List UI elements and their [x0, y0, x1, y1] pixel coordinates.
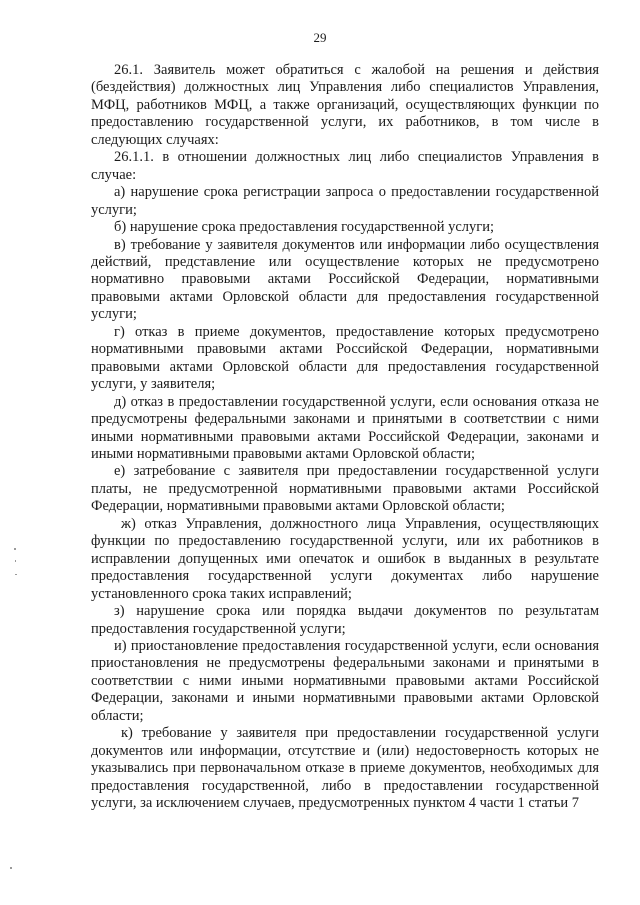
list-item-g: г) отказ в приеме документов, предоставление которых предусмотрено нормативными правовыми актами Российской Федерации, нормативными правовыми актами Орловской области для предоставления государственной услуги, у заявителя;: [91, 323, 599, 393]
list-item-a: а) нарушение срока регистрации запроса о предоставлении государственной услуги;: [91, 184, 599, 218]
document-body: [91, 62, 599, 812]
list-item-i: и) приостановление предоставления государственной услуги, если основания приостановления не предусмотрены федеральными законами и принятыми в соответствии с ними иными нормативными правовыми актами Российской Федерации, законами и иными нормативными правовыми актами Орловской области;: [91, 637, 599, 724]
scan-speck: [14, 548, 16, 550]
list-item-d: д) отказ в предоставлении государственной услуги, если основания отказа не предусмотрены федеральными законами и принятыми в соответствии с ними иными нормативными правовыми актами Российской Федерации, законами и иными нормативными правовыми актами Орловской области;: [91, 393, 599, 462]
scan-speck: [15, 560, 16, 562]
scan-speck: [10, 867, 12, 869]
list-item-zh: ж) отказ Управления, должностного лица Управления, осуществляющих функции по предоставлению государственной услуги, или их работников в исправлении допущенных ими опечаток и ошибок в выданных в результате предоставления государственной услуги документах либо нарушение установленного срока таких исправлений;: [91, 515, 599, 602]
paragraph-26-1: 26.1. Заявитель может обратиться с жалобой на решения и действия (бездействия) должностных лиц Управления либо специалистов Управления, МФЦ, работников МФЦ, а также организаций, осуществляющих функции по предоставлению государственной услуги, их работников, в том числе в следующих случаях:: [91, 62, 599, 148]
list-item-z: з) нарушение срока или порядка выдачи документов по результатам предоставления государственной услуги;: [91, 603, 599, 637]
list-item-k: к) требование у заявителя при предоставлении государственной услуги документов или информации, отсутствие и (или) недостоверность которых не указывались при первоначальном отказе в приеме документов, необходимых для предоставления государственной, либо в предоставлении государственной услуги, за исключением случаев, предусмотренных пунктом 4 части 1 статьи 7: [91, 725, 599, 812]
page-number: 29: [313, 30, 327, 45]
paragraph-26-1-1: 26.1.1. в отношении должностных лиц либо специалистов Управления в случае:: [91, 149, 599, 183]
list-item-e: е) затребование с заявителя при предоставлении государственной услуги платы, не предусмотренной нормативными правовыми актами Российской Федерации, нормативными правовыми актами Орловской области;: [91, 463, 599, 515]
list-item-b: б) нарушение срока предоставления государственной услуги;: [114, 219, 494, 236]
scan-speck: [15, 574, 17, 575]
list-item-v: в) требование у заявителя документов или информации либо осуществления действий, представление или осуществление которых не предусмотрено нормативно правовыми актами Российской Федерации, нормативными правовыми актами Орловской области для предоставления государственной услуги;: [91, 236, 599, 323]
